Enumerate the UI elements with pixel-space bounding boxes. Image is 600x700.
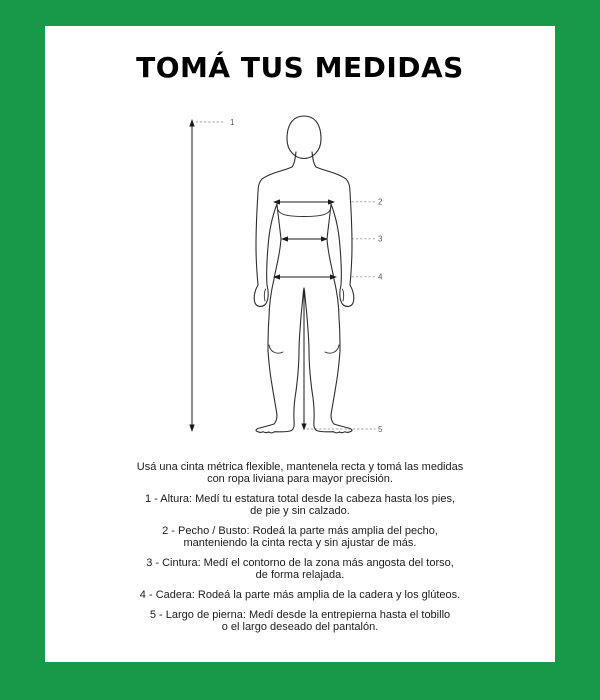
left-thumb-line [264,289,265,301]
instruction-pecho-line-2: manteniendo la cinta recta y sin ajustar de más. [183,537,417,549]
label-chest: 2 [378,197,383,207]
measure-labels [230,118,383,434]
instruction-largo-pierna-line-1: 5 - Largo de pierna: Medí desde la entrepierna hasta el tobillo [149,609,451,621]
waist-measure-arrow [281,236,328,241]
waist-arrowhead-left [281,236,288,241]
instruction-cintura-line-2: de forma relajada. [255,569,345,581]
height-measure-line [189,119,194,432]
label-hip: 4 [378,272,383,282]
measurement-guide-card [45,26,555,662]
instruction-pecho [45,525,555,549]
page-title: TOMÁ TUS MEDIDAS [136,51,464,84]
leader-lines [196,122,375,429]
instruction-cintura-line-1: 3 - Cintura: Medí el contorno de la zona más angosta del torso, [146,557,454,569]
label-inseam: 5 [378,424,383,434]
figure-right-outline [304,152,354,433]
instruction-altura [45,493,555,517]
instruction-cadera [45,589,555,601]
left-pec-line [278,210,304,217]
height-arrowhead-top [189,119,194,127]
figure-right-half [304,152,354,433]
body-measurement-diagram [165,108,400,458]
intro-line-1: Usá una cinta métrica flexible, mantenela recta y tomá las medidas [136,461,464,473]
left-knee-line [269,345,283,353]
instruction-pecho-line-1: 2 - Pecho / Busto: Rodeá la parte más amplia del pecho, [162,525,438,537]
right-pec-line [304,210,330,217]
instruction-largo-pierna [45,609,555,633]
figure-left-half [254,152,304,433]
instruction-altura-line-1: 1 - Altura: Medí tu estatura total desde la cabeza hasta los pies, [144,493,455,505]
intro-text [45,461,555,485]
right-knee-line [325,345,339,353]
height-arrowhead-bottom [189,425,194,433]
figure-left-outline [254,152,304,433]
hip-measure-arrow [273,274,337,279]
head-outline [287,116,321,159]
right-thumb-line [343,289,344,301]
inseam-measure-line [301,292,306,431]
chest-measure-arrow [273,199,335,204]
instruction-altura-line-2: de pie y sin calzado. [250,505,350,517]
instruction-cadera-line-1: 4 - Cadera: Rodeá la parte más amplia de la cadera y los glúteos. [139,589,461,601]
label-height: 1 [230,118,235,127]
inseam-arrowhead-bottom [301,424,306,431]
intro-line-2: con ropa liviana para mayor precisión. [207,473,393,485]
instruction-largo-pierna-line-2: o el largo deseado del pantalón. [221,621,379,633]
instructions-block [45,461,555,641]
instruction-cintura [45,557,555,581]
label-waist: 3 [378,234,383,244]
